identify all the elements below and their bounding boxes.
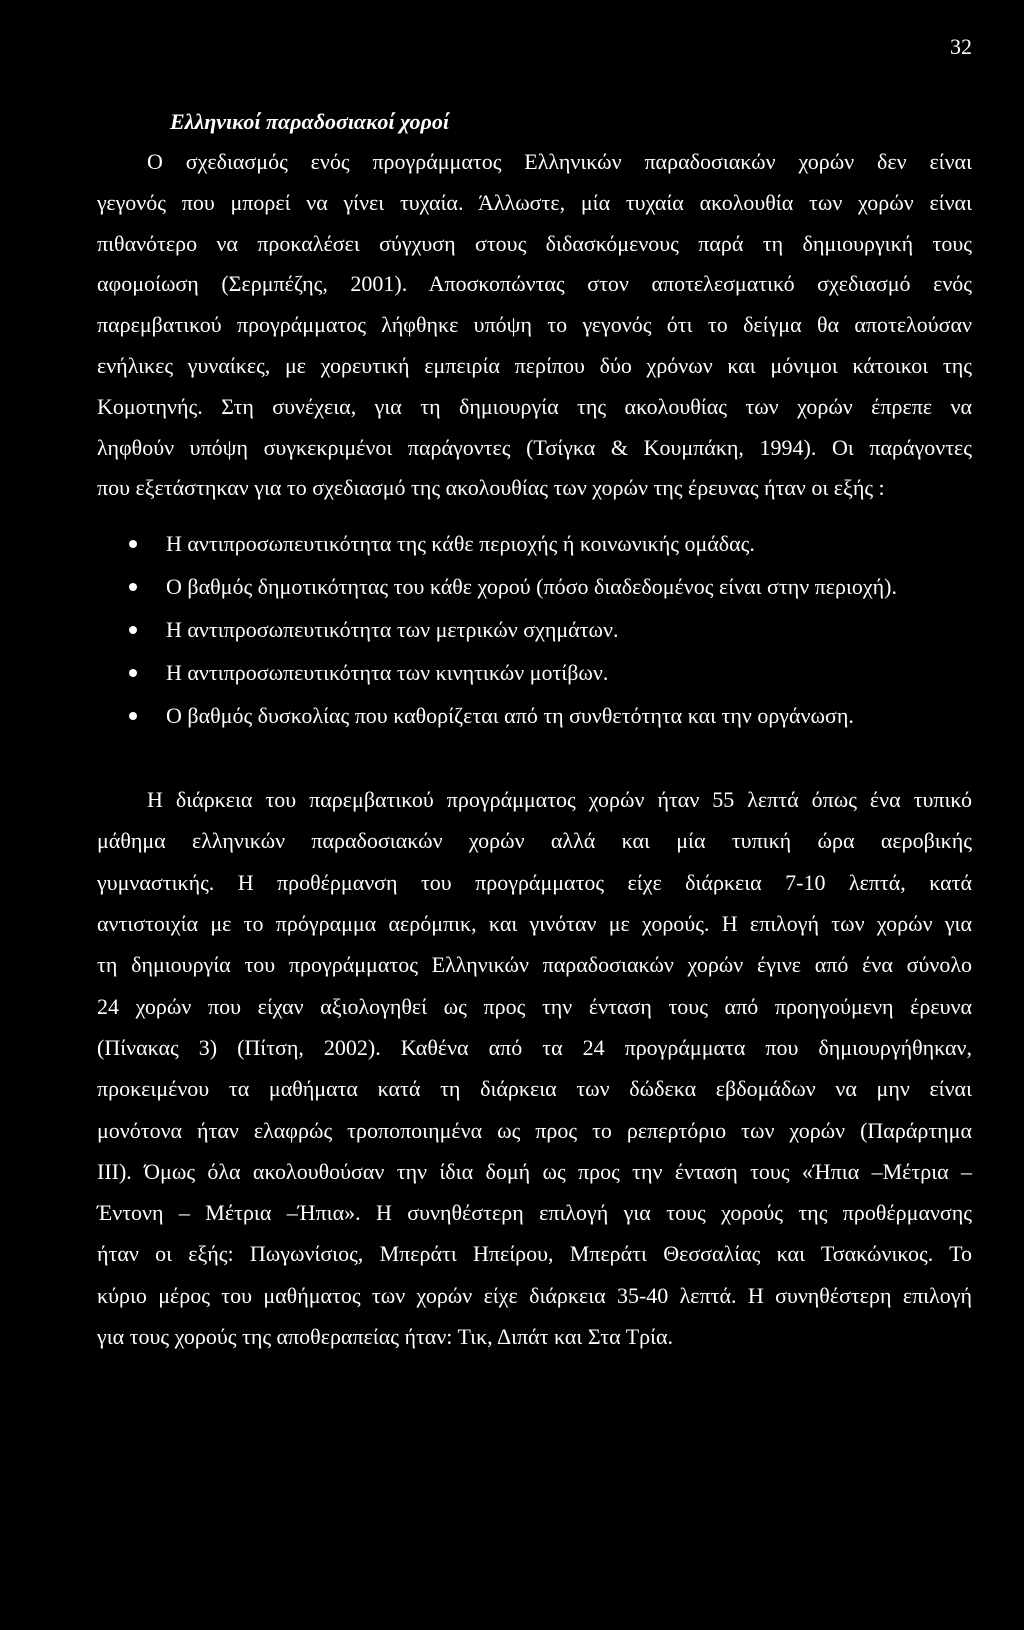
bullet-text: Ο βαθμός δημοτικότητας του κάθε χορού (πόσο διαδεδομένος είναι στην περιοχή). [166, 574, 897, 600]
paragraph-line: Έντονη – Μέτρια –Ήπια». Η συνηθέστερη επιλογή για τους χορούς της προθέρμανσης [97, 1200, 972, 1226]
paragraph-line: μάθημα ελληνικών παραδοσιακών χορών αλλά και μία τυπική ώρα αεροβικής [97, 828, 972, 854]
paragraph-line: παρεμβατικού προγράμματος λήφθηκε υπόψη το γεγονός ότι το δείγμα θα αποτελούσαν [97, 312, 972, 338]
paragraph-line: ληφθούν υπόψη συγκεκριμένοι παράγοντες (Τσίγκα & Κουμπάκη, 1994). Οι παράγοντες [97, 434, 972, 460]
bullet-icon [129, 712, 137, 720]
paragraph-1 [97, 142, 972, 509]
paragraph-line: γεγονός που μπορεί να γίνει τυχαία. Άλλωστε, μία τυχαία ακολουθία των χορών είναι [97, 189, 972, 215]
paragraph-line: πιθανότερο να προκαλέσει σύγχυση στους διδασκόμενους παρά τη δημιουργική τους [97, 230, 972, 256]
paragraph-line: Κομοτηνής. Στη συνέχεια, για τη δημιουργία της ακολουθίας των χορών έπρεπε να [97, 393, 972, 419]
paragraph-line: ήταν οι εξής: Πωγωνίσιος, Μπεράτι Ηπείρου, Μπεράτι Θεσσαλίας και Τσακώνικος. Το [97, 1241, 972, 1267]
factor-list [97, 522, 972, 737]
paragraph-2 [97, 779, 972, 1357]
bullet-item [97, 694, 972, 737]
paragraph-line: που εξετάστηκαν για το σχεδιασμό της ακολουθίας των χορών της έρευνας ήταν οι εξής : [97, 475, 885, 501]
bullet-icon [129, 669, 137, 677]
section-heading: Ελληνικοί παραδοσιακοί χοροί [170, 109, 449, 134]
paragraph-line: (Πίνακας 3) (Πίτση, 2002). Καθένα από τα 24 προγράμματα που δημιουργήθηκαν, [97, 1034, 972, 1060]
paragraph-line: για τους χορούς της αποθεραπείας ήταν: Τικ, Διπάτ και Στα Τρία. [97, 1324, 674, 1350]
paragraph-line: γυμναστικής. Η προθέρμανση του προγράμματος είχε διάρκεια 7-10 λεπτά, κατά [97, 869, 972, 895]
paragraph-line: κύριο μέρος του μαθήματος των χορών είχε διάρκεια 35-40 λεπτά. Η συνηθέστερη επιλογή [97, 1282, 972, 1308]
paragraph-line: τη δημιουργία του προγράμματος Ελληνικών παραδοσιακών χορών έγινε από ένα σύνολο [97, 952, 972, 978]
bullet-icon [129, 540, 137, 548]
bullet-item [97, 608, 972, 651]
bullet-text: Ο βαθμός δυσκολίας που καθορίζεται από τη συνθετότητα και την οργάνωση. [166, 703, 854, 729]
paragraph-line: προκειμένου τα μαθήματα κατά τη διάρκεια των δώδεκα εβδομάδων να μην είναι [97, 1076, 972, 1102]
paragraph-line: μονότονα ήταν ελαφρώς τροποποιημένα ως προς το ρεπερτόριο των χορών (Παράρτημα [97, 1117, 972, 1143]
paragraph-line: 24 χορών που είχαν αξιολογηθεί ως προς την ένταση τους από προηγούμενη έρευνα [97, 993, 972, 1019]
page-number: 32 [950, 34, 972, 59]
bullet-item [97, 522, 972, 565]
bullet-item [97, 565, 972, 608]
paragraph-line: Η διάρκεια του παρεμβατικού προγράμματος χορών ήταν 55 λεπτά όπως ένα τυπικό [147, 787, 972, 813]
bullet-text: Η αντιπροσωπευτικότητα των μετρικών σχημάτων. [166, 617, 619, 643]
paragraph-line: III). Όμως όλα ακολουθούσαν την ίδια δομή ως προς την ένταση τους «Ήπια –Μέτρια – [97, 1158, 972, 1184]
bullet-text: Η αντιπροσωπευτικότητα της κάθε περιοχής ή κοινωνικής ομάδας. [166, 531, 755, 557]
paragraph-line: αφομοίωση (Σερμπέζης, 2001). Αποσκοπώντας στον αποτελεσματικό σχεδιασμό ενός [97, 271, 972, 297]
bullet-item [97, 651, 972, 694]
bullet-text: Η αντιπροσωπευτικότητα των κινητικών μοτίβων. [166, 660, 609, 686]
paragraph-line: ενήλικες γυναίκες, με χορευτική εμπειρία περίπου δύο χρόνων και μόνιμοι κάτοικοι της [97, 352, 972, 378]
bullet-icon [129, 626, 137, 634]
page-content [97, 101, 972, 1357]
paragraph-line: αντιστοιχία με το πρόγραμμα αερόμπικ, και γινόταν με χορούς. Η επιλογή των χορών για [97, 911, 972, 937]
bullet-icon [129, 583, 137, 591]
paragraph-line: Ο σχεδιασμός ενός προγράμματος Ελληνικών παραδοσιακών χορών δεν είναι [147, 149, 972, 174]
